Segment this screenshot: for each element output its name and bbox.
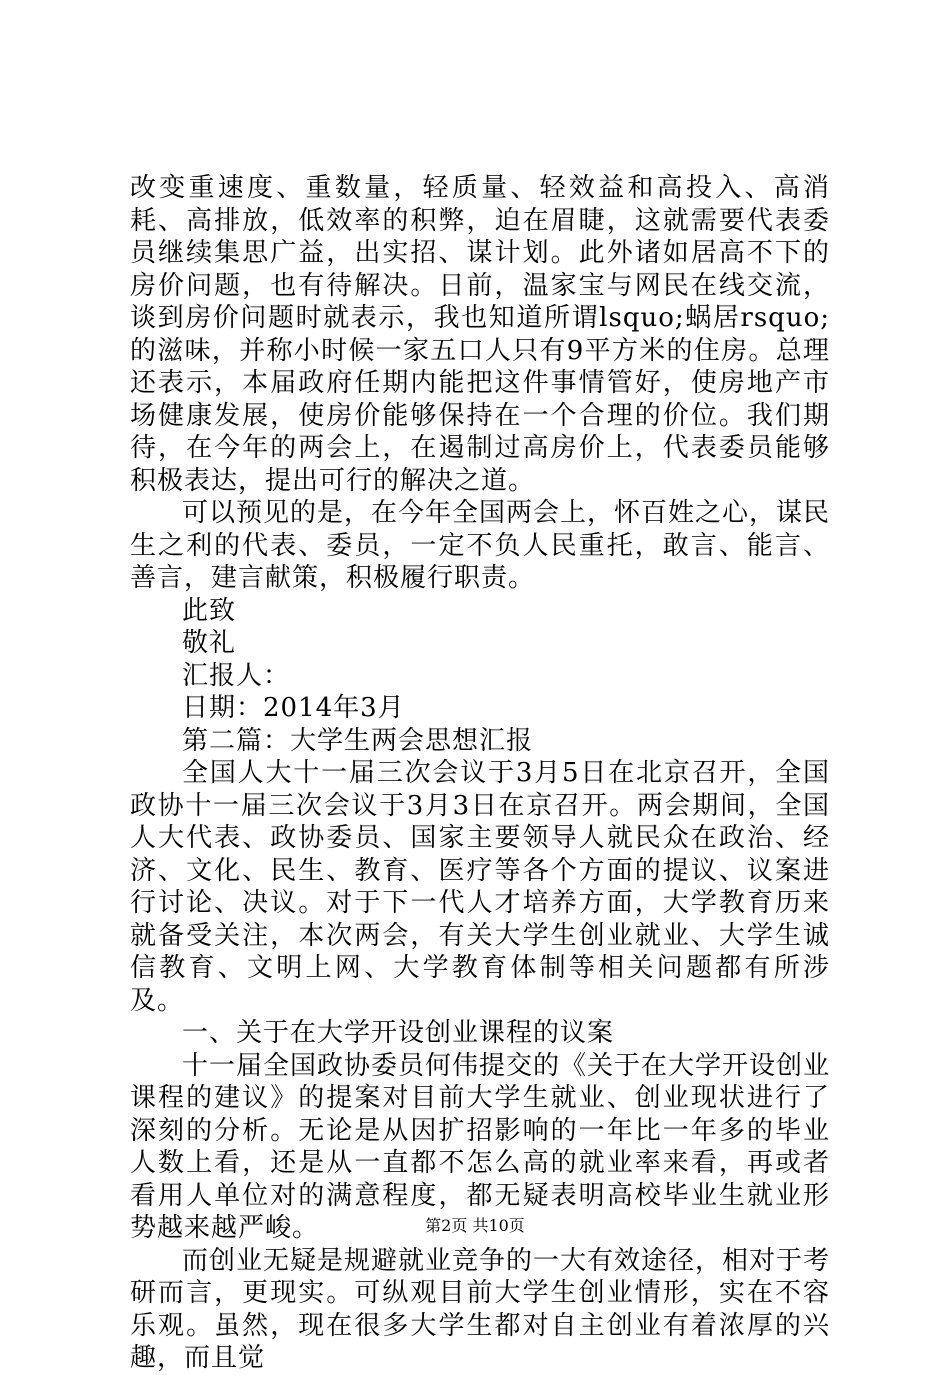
- paragraph-npc-session: 全国人大十一届三次会议于3月5日在北京召开，全国政协十一届三次会议于3月3日在京召开。两会期间，全国人大代表、政协委员、国家主要领导人就民众在政治、经济、文化、民生、教育、医疗等各个方面的提议、议案进行讨论、决议。对于下一代人才培养方面，大学教育历来就备受关注，本次两会，有关大学生创业就业、大学生诚信教育、文明上网、大学教育体制等相关问题都有所涉及。: [130, 758, 830, 1016]
- subheading-entrepreneurship-course: 一、关于在大学开设创业课程的议案: [182, 1018, 615, 1048]
- paragraph-proposal-analysis: 十一届全国政协委员何伟提交的《关于在大学开设创业课程的建议》的提案对目前大学生就业、创业现状进行了深刻的分析。无论是从因扩招影响的一年比一年多的毕业人数上看，还是从一直都不怎么高的就业率来看，再或者看用人单位对的满意程度，都无疑表明高校毕业生就业形势越来越严峻。: [130, 1050, 831, 1243]
- closing-regards: 敬礼: [182, 628, 237, 658]
- document-body: [130, 172, 830, 1375]
- page-footer: 第2页 共10页: [425, 1216, 525, 1235]
- closing-salutation: 此致: [182, 595, 237, 626]
- paragraph-continuation: 改变重速度、重数量，轻质量、轻效益和高投入、高消耗、高排放，低效率的积弊，迫在眉睫，这就需要代表委员继续集思广益，出实招、谋计划。此外诸如居高不下的房价问题，也有待解决。日前，温家宝与网民在线交流，谈到房价问题时就表示，我也知道所谓lsquo;蜗居rsquo;的滋味，并称小时候一家五口人只有9平方米的住房。总理还表示，本届政府任期内能把这件事情管好，使房地产市场健康发展，使房价能够保持在一个合理的价位。我们期待，在今年的两会上，在遏制过高房价上，代表委员能够积极表达，提出可行的解决之道。: [130, 173, 830, 496]
- reporter-line: 汇报人：: [182, 660, 291, 691]
- paragraph-foresee: 可以预见的是，在今年全国两会上，怀百姓之心，谋民生之利的代表、委员，一定不负人民重托，敢言、能言、善言，建言献策，积极履行职责。: [130, 498, 831, 593]
- date-line: 日期：2014年3月: [182, 693, 405, 723]
- paragraph-entrepreneurship: 而创业无疑是规避就业竞争的一大有效途径，相对于考研而言，更现实。可纵观目前大学生创业情形，实在不容乐观。虽然，现在很多大学生都对自主创业有着浓厚的兴趣，而且觉: [130, 1245, 831, 1373]
- section-heading-part-two: 第二篇：大学生两会思想汇报: [182, 725, 534, 756]
